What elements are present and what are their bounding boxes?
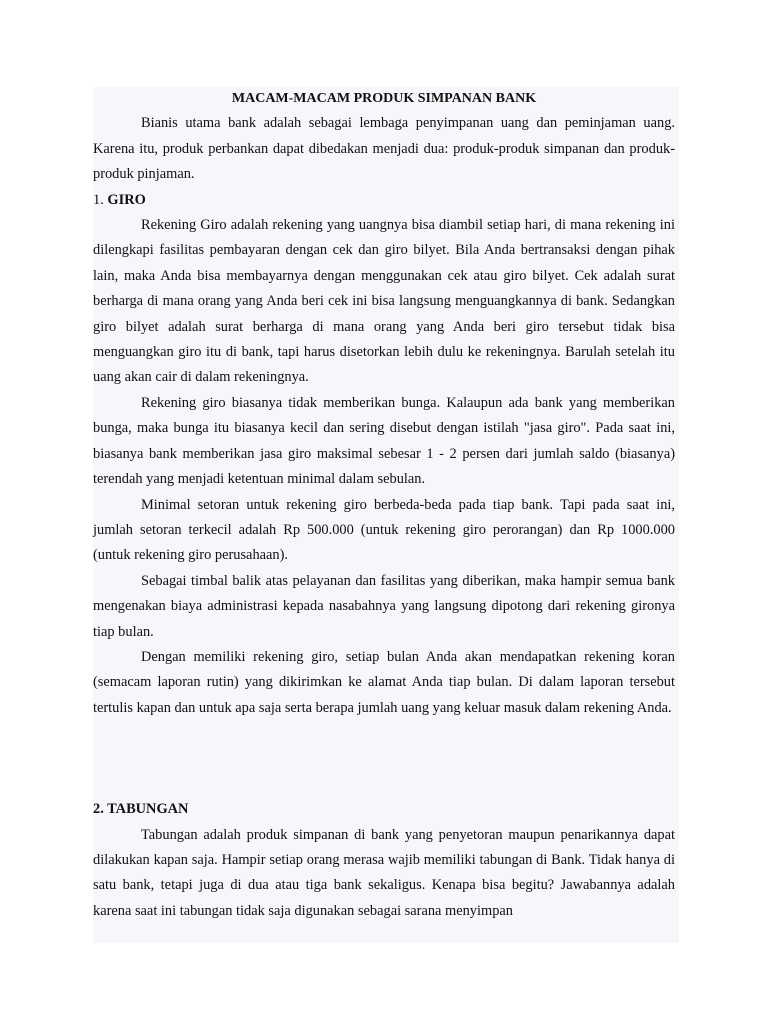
giro-paragraph-5: Dengan memiliki rekening giro, setiap bulan Anda akan mendapatkan rekening koran (semacam laporan rutin) yang dikirimkan ke alamat Anda tiap bulan. Di dalam laporan tersebut tertulis kapan dan untuk apa saja serta berapa jumlah uang yang keluar masuk dalam rekening Anda.	[93, 648, 675, 716]
giro-paragraph-2: Rekening giro biasanya tidak memberikan bunga. Kalaupun ada bank yang memberikan bunga, maka bunga itu biasanya kecil dan sering disebut dengan istilah "jasa giro". Pada saat ini, biasanya bank memberikan jasa giro maksimal sebesar 1 - 2 persen dari jumlah saldo (biasanya) terendah yang menjadi ketentuan minimal dalam sebulan.	[93, 394, 675, 488]
tabungan-paragraph-1: Tabungan adalah produk simpanan di bank yang penyetoran maupun penarikannya dapat dilakukan kapan saja. Hampir setiap orang merasa wajib memiliki tabungan di Bank. Tidak hanya di satu bank, tetapi juga di dua atau tiga bank sekaligus. Kenapa bisa begitu? Jawabannya adalah karena saat ini tabungan tidak saja digunakan sebagai sarana menyimpan	[93, 826, 675, 919]
document-body	[93, 86, 675, 924]
intro-paragraph: Bianis utama bank adalah sebagai lembaga penyimpanan uang dan peminjaman uang. Karena itu, produk perbankan dapat dibedakan menjadi dua: produk-produk simpanan dan produk-produk pinjaman.	[93, 115, 675, 183]
section-number: 2.	[93, 801, 104, 818]
section-title: GIRO	[107, 191, 146, 208]
section-heading-giro	[93, 188, 675, 213]
section-heading-tabungan	[93, 797, 675, 822]
document-title: MACAM-MACAM PRODUK SIMPANAN BANK	[231, 91, 537, 106]
giro-paragraph-3: Minimal setoran untuk rekening giro berbeda-beda pada tiap bank. Tapi pada saat ini, jumlah setoran terkecil adalah Rp 500.000 (untuk rekening giro perorangan) dan Rp 1000.000 (untuk rekening giro perusahaan).	[93, 496, 675, 564]
section-number: 1.	[93, 191, 104, 208]
giro-paragraph-1: Rekening Giro adalah rekening yang uangnya bisa diambil setiap hari, di mana rekening ini dilengkapi fasilitas pembayaran dengan cek dan giro bilyet. Bila Anda bertransaksi dengan pihak lain, maka Anda bisa membayarnya dengan menggunakan cek atau giro bilyet. Cek adalah surat berharga di mana orang yang Anda beri cek ini bisa langsung menguangkannya di bank. Sedangkan giro bilyet adalah surat berharga di mana orang yang Anda beri giro tersebut tidak bisa menguangkan giro itu di bank, tapi harus disetorkan lebih dulu ke rekeningnya. Barulah setelah itu uang akan cair di dalam rekeningnya.	[93, 217, 675, 386]
blank-space	[93, 721, 675, 797]
giro-paragraph-4: Sebagai timbal balik atas pelayanan dan fasilitas yang diberikan, maka hampir semua bank mengenakan biaya administrasi kepada nasabahnya yang langsung dipotong dari rekening gironya tiap bulan.	[93, 572, 675, 640]
section-title: TABUNGAN	[107, 801, 189, 818]
